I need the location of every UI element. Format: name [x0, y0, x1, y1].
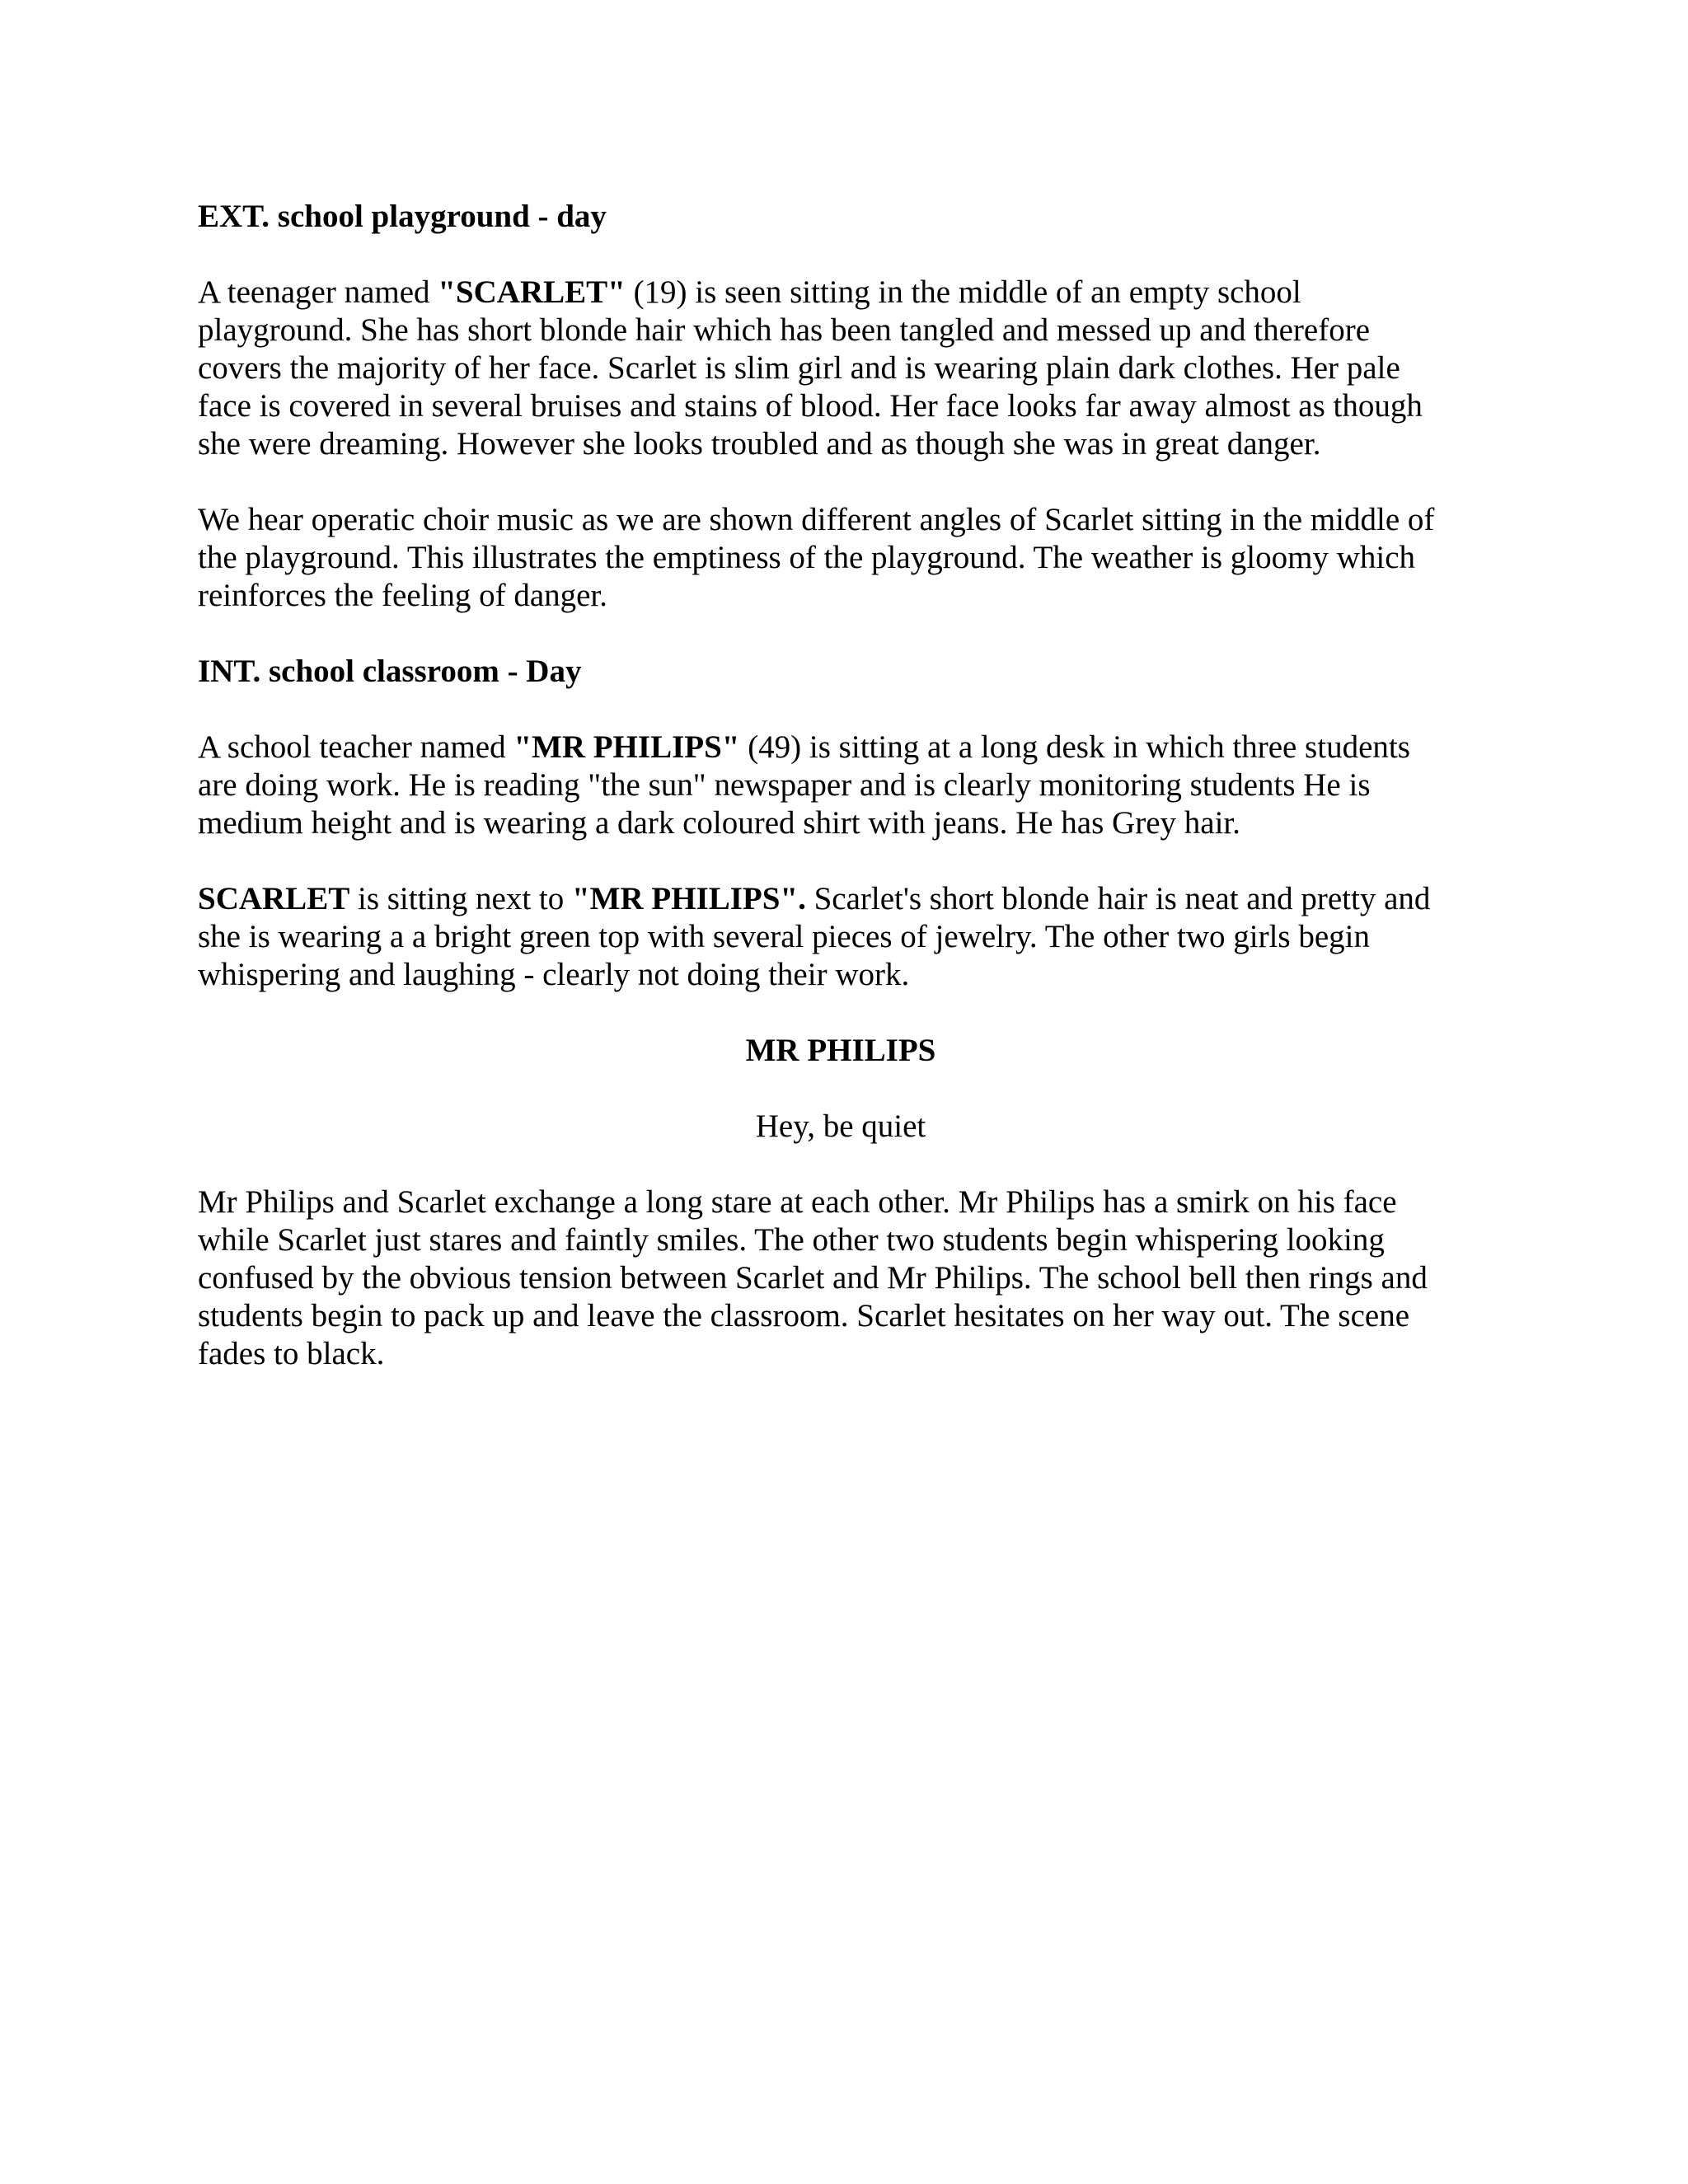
- action-text: (49) is sitting at a long desk in which three students are doing work. He is reading "the sun" newspaper and is clearly monitoring students He is medium height and is wearing a dark coloured shirt with jeans. He has Grey hair.: [198, 729, 1410, 841]
- action-paragraph-scarlet-intro: [198, 274, 1484, 463]
- character-name-scarlet: "SCARLET": [438, 274, 626, 310]
- dialogue-line: Hey, be quiet: [755, 1108, 926, 1144]
- scene-heading-classroom: INT. school classroom - Day: [198, 654, 582, 689]
- dialogue-character-cue: MR PHILIPS: [745, 1033, 936, 1068]
- action-text: is sitting next to: [349, 881, 572, 916]
- scene-heading-playground: EXT. school playground - day: [198, 199, 607, 234]
- action-paragraph-music: We hear operatic choir music as we are shown different angles of Scarlet sitting in the middle of the playground. This illustrates the emptiness of the playground. The weather is gloomy which reinforces the feeling of danger.: [198, 502, 1435, 613]
- action-text: Scarlet's short blonde hair is neat and pretty and she is wearing a a bright green top with several pieces of jewelry. The other two girls begin whispering and laughing - clearly not doing their work.: [198, 881, 1431, 992]
- action-paragraph-ending: Mr Philips and Scarlet exchange a long stare at each other. Mr Philips has a smirk on his face while Scarlet just stares and faintly smiles. The other two students begin whispering looking confused by the obvious tension between Scarlet and Mr Philips. The school bell then rings and students begin to pack up and leave the classroom. Scarlet hesitates on her way out. The scene fades to black.: [198, 1184, 1428, 1371]
- action-text: A school teacher named: [198, 729, 514, 765]
- action-text: A teenager named: [198, 274, 438, 310]
- character-name-mr-philips: "MR PHILIPS": [513, 729, 740, 765]
- action-paragraph-scarlet-classroom: [198, 880, 1484, 994]
- character-name-mr-philips: "MR PHILIPS".: [572, 881, 806, 916]
- character-name-scarlet: SCARLET: [198, 881, 350, 916]
- action-paragraph-teacher-intro: [198, 729, 1484, 842]
- action-text: (19) is seen sitting in the middle of an empty school playground. She has short blonde hair which has been tangled and messed up and therefore covers the majority of her face. Scarlet is slim girl and is wearing plain dark clothes. Her pale face is covered in several bruises and stains of blood. Her face looks far away almost as though she were dreaming. However she looks troubled and as though she was in great danger.: [198, 274, 1423, 462]
- script-content: [198, 198, 1484, 1411]
